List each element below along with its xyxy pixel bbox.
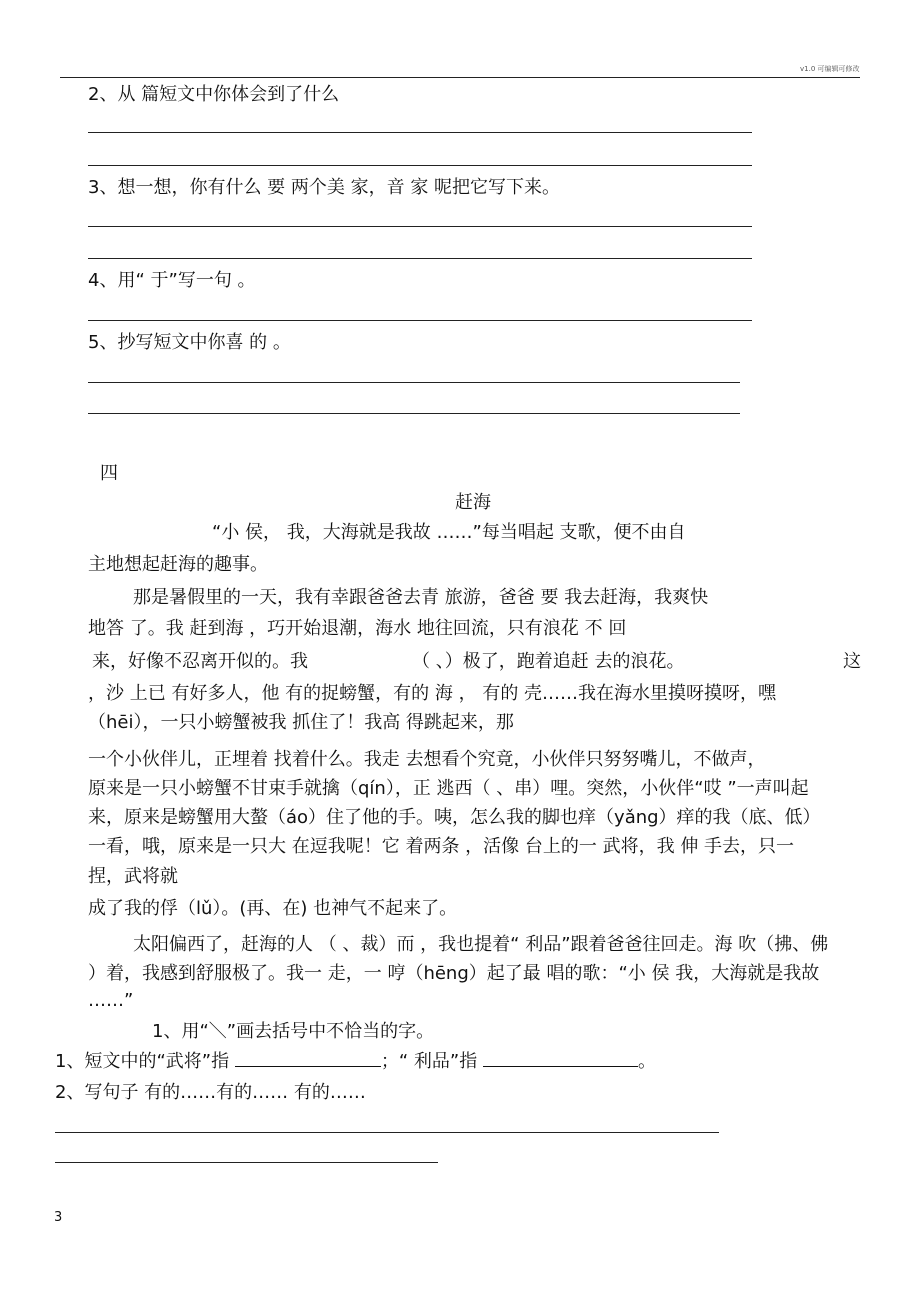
blank-wujiang[interactable]	[235, 1050, 381, 1067]
passage-line: 那是暑假里的一天，我有幸跟爸爸去青 旅游，爸爸 要 我去赶海，我爽快	[133, 587, 709, 608]
passage-line: 这	[843, 651, 861, 672]
answer-line	[55, 1162, 438, 1163]
answer-line	[88, 226, 752, 227]
exercise-2-text-c: 。	[637, 1051, 656, 1072]
passage-line: 捏，武将就	[88, 866, 178, 887]
question-2: 2、从 篇短文中你体会到了什么	[88, 84, 340, 105]
answer-line	[88, 165, 752, 166]
exercise-3: 2、写句子 有的……有的…… 有的……	[55, 1082, 366, 1103]
answer-line	[88, 382, 740, 383]
passage-line: ）着，我感到舒服极了。我一 走，一 哼（hēng）起了最 唱的歌：“小 侯 我，大海就是我故	[88, 963, 820, 984]
answer-line	[88, 413, 740, 414]
passage-line: 地答 了。我 赶到海 ，巧开始退潮，海水 地往回流，只有浪花 不 回	[88, 618, 627, 639]
question-5: 5、抄写短文中你喜 的 。	[88, 332, 291, 353]
passage-line: ……”	[88, 990, 134, 1011]
header-rule	[60, 77, 860, 78]
answer-line	[88, 320, 752, 321]
version-header: v1.0 可编辑可修改	[800, 65, 860, 73]
answer-line	[55, 1132, 719, 1133]
passage-line: 来，原来是螃蟹用大螯（áo）住了他的手。咦，怎么我的脚也痒（yǎng）痒的我（底、低）	[88, 807, 821, 828]
question-4: 4、用“ 于”写一句 。	[88, 270, 256, 291]
passage-line: 太阳偏西了，赶海的人 （ 、裁）而 ，我也提着“ 利品”跟着爸爸往回走。海 吹（拂、佛	[133, 934, 829, 955]
exercise-2-text-a: 1、短文中的“武将”指	[55, 1051, 230, 1072]
passage-line: 原来是一只小螃蟹不甘束手就擒（qín），正 逃西（ 、串）哩。突然，小伙伴“哎 ”一声叫起	[88, 778, 809, 799]
passage-line: 成了我的俘（lǔ）。(再、在) 也神气不起来了。	[88, 898, 458, 919]
passage-line: 一个小伙伴儿，正埋着 找着什么。我走 去想看个究竟，小伙伴只努努嘴儿，不做声，	[88, 749, 766, 770]
passage-line: 一看，哦，原来是一只大 在逗我呢！它 着两条 ，活像 台上的一 武将，我 伸 手去，只一	[88, 836, 795, 857]
answer-line	[88, 258, 752, 259]
passage-line: “小 侯， 我，大海就是我故 ……”每当唱起 支歌，便不由自	[212, 522, 686, 543]
passage-line: ，沙 上已 有好多人，他 有的捉螃蟹，有的 海 ， 有的 壳……我在海水里摸呀摸呀，嘿	[88, 683, 777, 704]
passage-line: （hēi），一只小螃蟹被我 抓住了！我高 得跳起来，那	[88, 712, 514, 733]
exercise-2	[55, 1050, 656, 1073]
passage-title: 赶海	[455, 492, 491, 513]
answer-line	[88, 132, 752, 133]
passage-line: 主地想起赶海的趣事。	[88, 554, 268, 575]
exercise-1: 1、用“＼”画去括号中不恰当的字。	[152, 1021, 435, 1042]
page-number: 3	[54, 1210, 63, 1225]
blank-lipin[interactable]	[483, 1050, 638, 1067]
section-number: 四	[100, 463, 118, 484]
passage-line: （ 、）极了，跑着追赶 去的浪花。	[412, 651, 685, 672]
passage-line: 来，好像不忍离开似的。我	[92, 651, 308, 672]
exercise-2-text-b: ；“ 利品”指	[380, 1051, 478, 1072]
question-3: 3、想一想，你有什么 要 两个美 家，音 家 呢把它写下来。	[88, 177, 561, 198]
